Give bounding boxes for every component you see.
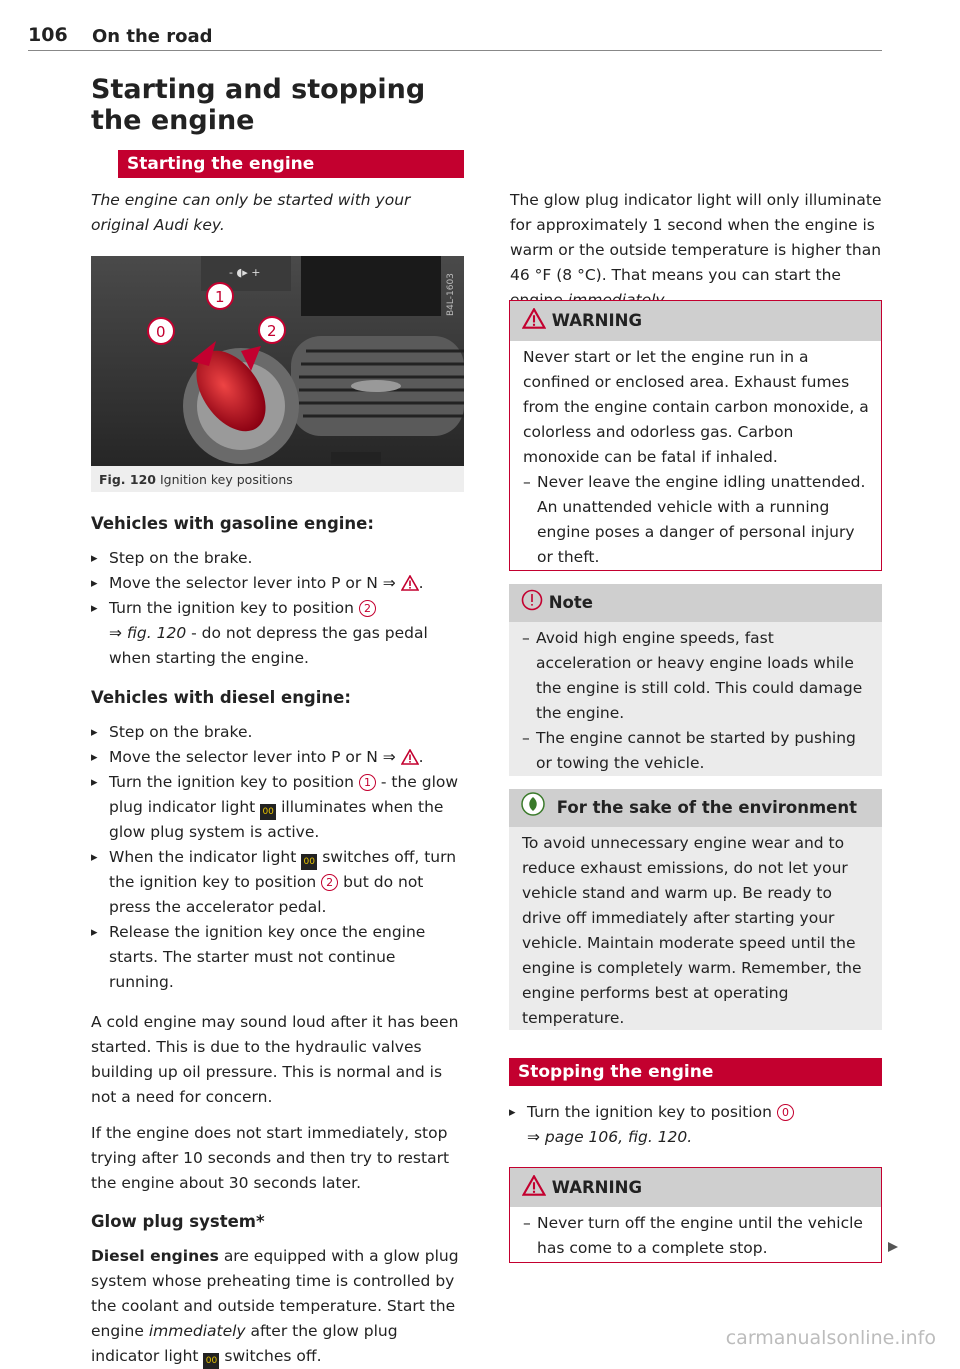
- diesel-heading: Vehicles with diesel engine:: [91, 688, 351, 707]
- warning-header: WARNING: [510, 301, 881, 341]
- list-item: – Never turn off the engine until the vehicle has come to a complete stop.: [523, 1211, 869, 1261]
- position-1-icon: 1: [359, 774, 376, 791]
- gasoline-heading: Vehicles with gasoline engine:: [91, 514, 374, 533]
- leaf-icon: [521, 792, 545, 816]
- list-item: ▸ Turn the ignition key to position 1 - the glow plug indicator light 00 illuminates when the glow plug system is active.: [91, 770, 463, 845]
- warning-text: Never start or let the engine run in a confined or enclosed area. Exhaust fumes from the engine contain carbon monoxide, a colorless and odorless gas. Carbon monoxide can be fatal if inhaled.: [523, 348, 869, 466]
- position-0-label: 0: [156, 323, 166, 341]
- list-item: ▸ When the indicator light 00 switches off, turn the ignition key to position 2 but do not press the accelerator pedal.: [91, 845, 463, 920]
- warning-icon: [522, 308, 546, 329]
- glow-plug-heading: Glow plug system*: [91, 1212, 265, 1231]
- list-item: – The engine cannot be started by pushing or towing the vehicle.: [522, 726, 870, 776]
- list-item: ▸ Move the selector lever into P or N ⇒ .: [91, 745, 463, 770]
- list-item: ▸ Step on the brake.: [91, 546, 463, 571]
- list-item: ▸ Turn the ignition key to position 2 ⇒ fig. 120 - do not depress the gas pedal when starting the engine.: [91, 596, 463, 671]
- list-item: ▸ Step on the brake.: [91, 720, 463, 745]
- figure-ignition: [91, 256, 464, 492]
- list-item: ▸ Release the ignition key once the engine starts. The starter must not continue running.: [91, 920, 463, 995]
- page-number: 106: [28, 24, 68, 46]
- diesel-steps: [91, 720, 463, 995]
- warning-list: [510, 1207, 881, 1261]
- list-item: ▸ Turn the ignition key to position 0 ⇒ page 106, fig. 120.: [509, 1100, 881, 1150]
- note-box: [509, 584, 882, 776]
- warning-icon: [522, 1175, 546, 1196]
- figure-code: B4L-1603: [446, 273, 456, 316]
- position-2-label: 2: [267, 322, 277, 340]
- position-0-icon: 0: [777, 1104, 794, 1121]
- note-header: Note: [509, 584, 882, 622]
- section-title: On the road: [92, 26, 213, 47]
- warning-list: [510, 470, 881, 570]
- glow-plug-icon: 00: [301, 854, 317, 870]
- header-rule: [28, 50, 882, 51]
- svg-text:- ◖▸ +: - ◖▸ +: [229, 266, 261, 279]
- position-2-icon: 2: [359, 600, 376, 617]
- warning-header: WARNING: [510, 1168, 881, 1207]
- gasoline-steps: [91, 546, 463, 671]
- glow-plug-paragraph-2: The glow plug indicator light will only illuminate for approximately 1 second when the engine is warm or the outside temperature is higher than 46 °F (8 °C). That means you can start the: [510, 191, 882, 284]
- warning-icon: [401, 575, 419, 591]
- list-item: – Never leave the engine idling unattended. An unattended vehicle with a running engine poses a danger of personal injury or theft.: [523, 470, 869, 570]
- glow-plug-icon: 00: [203, 1353, 219, 1369]
- glow-plug-icon: 00: [260, 804, 276, 820]
- list-item: ▸ Move the selector lever into P or N ⇒ .: [91, 571, 463, 596]
- warning-box-1: [509, 300, 882, 571]
- cold-engine-paragraph: A cold engine may sound loud after it has been started. This is due to the hydraulic valves building up oil pressure. This is normal and is not a need for concern.: [91, 1013, 459, 1106]
- stopping-steps: [509, 1100, 881, 1150]
- watermark: carmanualsonline.info: [725, 1327, 936, 1349]
- list-item: – Avoid high engine speeds, fast acceleration or heavy engine loads while the engine is still cold. This could damage the engine.: [522, 626, 870, 726]
- glow-plug-paragraph: Diesel engines are equipped with a glow plug system whose preheating time is controlled by the coolant and outside temperature. Start the engine immediately after the glow plug indicator light 00 switches off.: [91, 1244, 463, 1369]
- figure-caption: Fig. 120 Ignition key positions: [99, 472, 293, 487]
- position-1-label: 1: [215, 288, 225, 306]
- position-2-icon: 2: [321, 874, 338, 891]
- page-title: Starting and stopping the engine: [91, 74, 426, 136]
- environment-text: To avoid unnecessary engine wear and to reduce exhaust emissions, do not let your vehicle stand and warm up. Be ready to drive off immediately after starting your vehicle. Maintain moderate speed until the engine is completely warm. Remember, the engine performs best at operating temperature.: [522, 834, 862, 1027]
- restart-paragraph: If the engine does not start immediately, stop trying after 10 seconds and then try to restart the engine about 30 seconds later.: [91, 1124, 450, 1192]
- intro-text: The engine can only be started with your original Audi key.: [91, 191, 411, 234]
- warning-box-2: [509, 1167, 882, 1263]
- note-list: [509, 622, 882, 776]
- environment-header: For the sake of the environment: [509, 789, 882, 827]
- ignition-illustration: [91, 256, 464, 466]
- info-circle-icon: [521, 589, 543, 611]
- section-heading-stopping: Stopping the engine: [509, 1058, 882, 1086]
- environment-box: [509, 789, 882, 1030]
- section-heading-starting: Starting the engine: [118, 150, 464, 178]
- continue-arrow-icon: [886, 1240, 900, 1254]
- warning-icon: [401, 749, 419, 765]
